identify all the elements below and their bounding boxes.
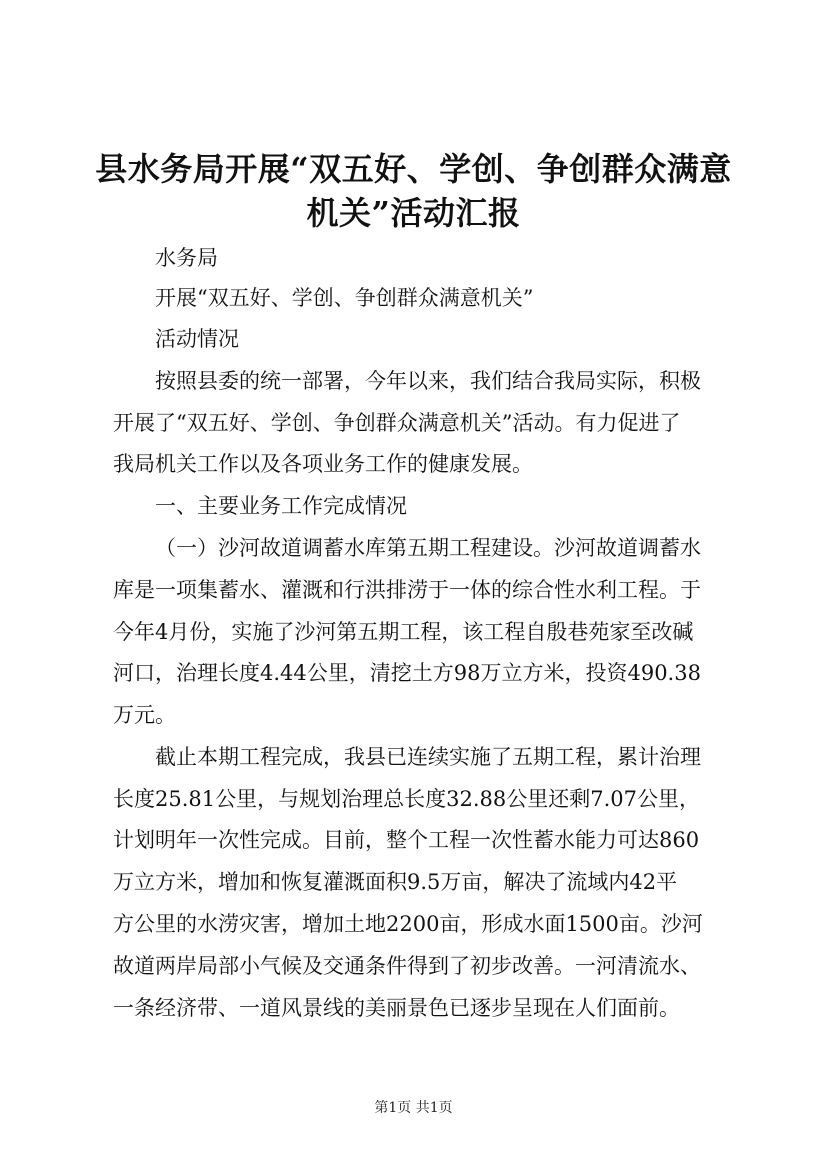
body-line: （一）沙河故道调蓄水库第五期工程建设。沙河故道调蓄水 [155,536,701,560]
body-line: 故道两岸局部小气候及交通条件得到了初步改善。一河清流水、 [113,954,701,978]
body-line: 按照县委的统一部署，今年以来，我们结合我局实际，积极 [155,369,701,393]
body-line: 水务局 [155,246,218,270]
body-line: 河口，治理长度4.44公里，清挖土方98万立方米，投资490.38 [113,661,701,685]
body-line: 截止本期工程完成，我县已连续实施了五期工程，累计治理 [155,745,701,769]
body-line: 我局机关工作以及各项业务工作的健康发展。 [113,452,533,476]
body-line: 计划明年一次性完成。目前，整个工程一次性蓄水能力可达860 [113,828,700,852]
body-line: 库是一项集蓄水、灌溉和行洪排涝于一体的综合性水利工程。于 [113,578,701,602]
body-line: 活动情况 [155,327,239,351]
body-line: 长度25.81公里，与规划治理总长度32.88公里还剩7.07公里， [113,787,700,811]
body-line: 开展“双五好、学创、争创群众满意机关” [155,286,534,310]
body-line: 今年4月份，实施了沙河第五期工程，该工程自殷巷苑家至改碱 [113,620,694,644]
body-line: 万元。 [113,703,176,727]
document-title-line-1: 县水务局开展“双五好、学创、争创群众满意 [95,150,732,188]
body-line: 万立方米，增加和恢复灌溉面积9.5万亩，解决了流域内42平 [113,870,678,894]
body-line: 开展了“双五好、学创、争创群众满意机关”活动。有力促进了 [113,411,681,435]
body-line: 方公里的水涝灾害，增加土地2200亩，形成水面1500亩。沙河 [113,912,703,936]
body-line: 一条经济带、一道风景线的美丽景色已逐步呈现在人们面前。 [113,996,680,1020]
document-title-line-2: 机关”活动汇报 [306,194,521,232]
section-heading: 一、主要业务工作完成情况 [155,494,407,518]
page-number-footer: 第1页 共1页 [374,1100,453,1116]
